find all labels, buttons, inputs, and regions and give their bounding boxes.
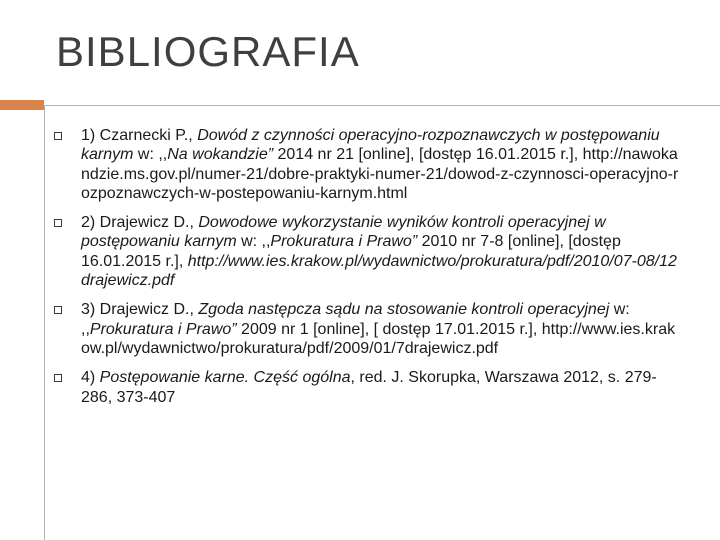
entry-journal: Prokuratura i Prawo” (270, 233, 418, 251)
entry-connector: w: ,, (133, 146, 168, 164)
entry-connector: w: ,, (236, 233, 271, 251)
entry-journal: Prokuratura i Prawo” (89, 320, 237, 338)
bibliography-entry (54, 126, 682, 203)
entry-author: 1) Czarnecki P., (81, 127, 198, 144)
entry-title: Dowodowe wykorzystanie wyników kontroli operacyjnej w postępowaniu karnym (81, 214, 606, 251)
left-vertical-divider (44, 105, 45, 540)
entry-title: Dowód z czynności operacyjno-rozpoznawczych w postępowaniu karnym (81, 127, 660, 164)
entry-details: 2010 nr 7-8 [online], [dostęp 16.01.2015 r.], (81, 233, 621, 270)
bibliography-list (54, 126, 682, 407)
hollow-square-icon (54, 219, 62, 227)
bibliography-entry (54, 300, 682, 358)
bibliography-entry (54, 368, 682, 407)
entry-url[interactable]: http://www.ies.krakow.pl/wydawnictwo/prokuratura/pdf/2009/01/7drajewicz.pdf (81, 320, 676, 357)
entry-author: 3) Drajewicz D., (81, 301, 199, 319)
slide-title: BIBLIOGRAFIA (56, 28, 360, 75)
entry-details: 2014 nr 21 [online], [dostęp 16.01.2015 r.], (273, 146, 583, 164)
entry-details: 2009 nr 1 [online], [ dostęp 17.01.2015 r.], (236, 320, 542, 338)
entry-url[interactable]: http://www.ies.krakow.pl/wydawnictwo/prokuratura/pdf/2010/07-08/12drajewicz.pdf (81, 252, 677, 290)
entry-details: , red. J. Skorupka, Warszawa 2012, s. 279-286, 373-407 (81, 369, 657, 406)
entry-url[interactable]: http://nawokandzie.ms.gov.pl/numer-21/dobre-praktyki-numer-21/dowod-z-czynnosci-operacyjno-rozpoznawczych-w-postepowaniu-karnym.html (81, 146, 679, 202)
entry-text (81, 127, 678, 202)
hollow-square-icon (54, 306, 62, 314)
hollow-square-icon (54, 374, 62, 382)
bibliography-entry (54, 213, 682, 290)
hollow-square-icon (54, 132, 62, 140)
entry-number: 4) (81, 369, 100, 387)
entry-author: 2) Drajewicz D., (81, 214, 199, 232)
entry-title: Zgoda następcza sądu na stosowanie kontroli operacyjnej (198, 301, 610, 319)
entry-text (81, 369, 657, 405)
entry-text (81, 301, 675, 357)
entry-connector: w: ,, (81, 301, 630, 338)
title-accent-bar (0, 100, 44, 110)
title-divider (44, 105, 720, 106)
entry-journal: Na wokandzie” (167, 146, 274, 164)
entry-text (81, 214, 677, 289)
entry-title: Postępowanie karne. Część ogólna (99, 369, 351, 387)
